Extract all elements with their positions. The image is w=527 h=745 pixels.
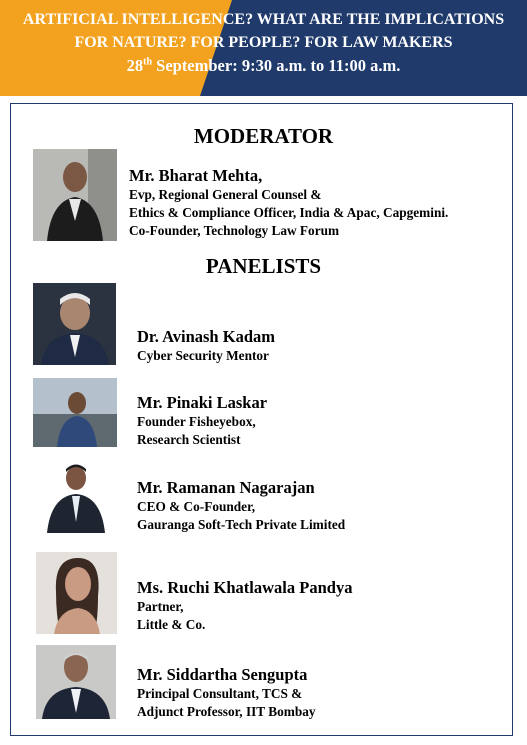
moderator-photo — [33, 149, 117, 241]
panelist-photo — [43, 460, 109, 533]
panelist-name: Dr. Avinash Kadam — [137, 327, 275, 346]
panelist-info — [137, 665, 316, 721]
panelist-photo — [33, 378, 117, 447]
panelist-info — [137, 327, 275, 365]
person-photo-placeholder-icon — [33, 283, 116, 365]
panelist-info — [137, 478, 345, 534]
panelist-photo — [36, 645, 116, 719]
moderator-role-line: Evp, Regional General Counsel & — [129, 187, 322, 202]
person-photo-placeholder-icon — [33, 378, 117, 447]
moderator-role-line: Ethics & Compliance Officer, India & Apac, Capgemini. — [129, 205, 449, 220]
panelist-name: Mr. Siddartha Sengupta — [137, 665, 308, 684]
panelists-heading: PANELISTS — [205, 254, 322, 278]
date-suffix: th — [143, 56, 153, 68]
panelist-role-line: Research Scientist — [137, 432, 241, 447]
panelist-role-line: Cyber Security Mentor — [137, 348, 269, 363]
person-photo-placeholder-icon — [33, 149, 117, 241]
moderator-heading: MODERATOR — [193, 124, 334, 148]
panelist-role-line: Gauranga Soft-Tech Private Limited — [137, 517, 346, 532]
date-rest: September: 9:30 a.m. to 11:00 a.m. — [152, 56, 401, 75]
panelist-role-line: Principal Consultant, TCS & — [137, 686, 303, 701]
banner-title-line-1: ARTIFICIAL INTELLIGENCE? WHAT ARE THE IMPLICATIONS — [22, 11, 505, 28]
event-banner — [0, 0, 527, 96]
panelist-photo — [36, 552, 117, 634]
panelist-name: Mr. Ramanan Nagarajan — [137, 478, 315, 497]
panelist-name: Mr. Pinaki Laskar — [137, 393, 268, 412]
moderator-info — [129, 166, 448, 240]
person-photo-placeholder-icon — [36, 552, 117, 634]
panelist-role-line: Little & Co. — [137, 617, 206, 632]
moderator-role-line: Co-Founder, Technology Law Forum — [129, 223, 340, 238]
person-photo-placeholder-icon — [36, 645, 116, 719]
panelist-info — [137, 393, 267, 449]
person-photo-placeholder-icon — [43, 460, 109, 533]
panelist-role-line: Founder Fisheyebox, — [137, 414, 256, 429]
panelist-role-line: Adjunct Professor, IIT Bombay — [137, 704, 316, 719]
banner-title — [0, 8, 527, 77]
panelist-photo — [33, 283, 116, 365]
banner-title-line-2: FOR NATURE? FOR PEOPLE? FOR LAW MAKERS — [74, 34, 453, 51]
panelist-role-line: Partner, — [137, 599, 184, 614]
moderator-name: Mr. Bharat Mehta, — [129, 166, 263, 185]
event-date-time — [0, 54, 527, 77]
panelist-name: Ms. Ruchi Khatlawala Pandya — [137, 578, 353, 597]
date-day: 28 — [126, 56, 144, 75]
panelist-info — [137, 578, 352, 634]
panelist-role-line: CEO & Co-Founder, — [137, 499, 256, 514]
